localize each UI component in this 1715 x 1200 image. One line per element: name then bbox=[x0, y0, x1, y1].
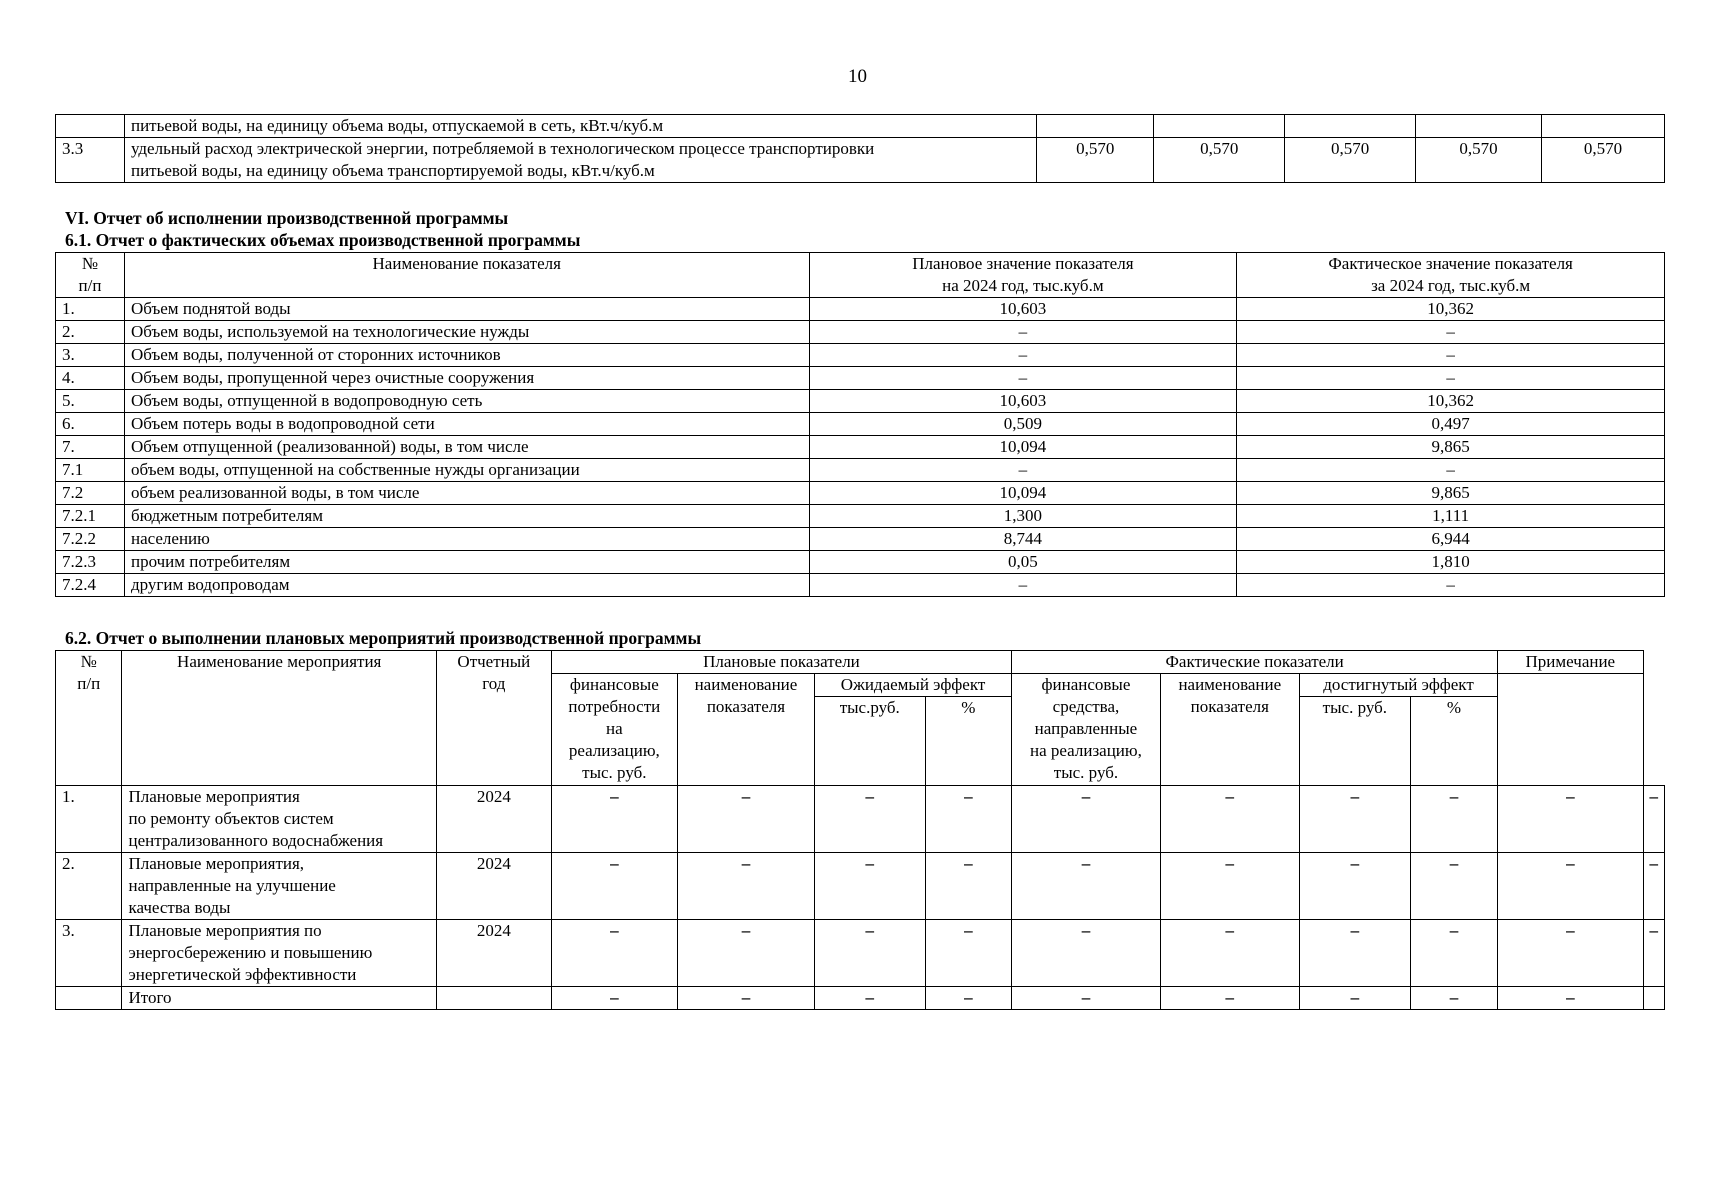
event-name-line: Плановые мероприятия по bbox=[128, 921, 322, 940]
indicator-name: объем реализованной воды, в том числе bbox=[124, 482, 809, 505]
header-fact-line: за 2024 год, тыс.куб.м bbox=[1371, 276, 1531, 295]
value-cell: – bbox=[925, 786, 1012, 853]
table-row bbox=[56, 321, 1665, 344]
table-row bbox=[56, 436, 1665, 459]
header-num bbox=[56, 651, 122, 786]
report-year: 2024 bbox=[436, 786, 551, 853]
row-number bbox=[56, 987, 122, 1010]
header-line: наименование bbox=[694, 675, 798, 694]
header-plan-ind bbox=[677, 674, 814, 786]
value-cell bbox=[1542, 115, 1665, 138]
event-name-line: централизованного водоснабжения bbox=[128, 831, 384, 850]
value-cell: – bbox=[1410, 853, 1497, 920]
header-num-line: п/п bbox=[77, 674, 101, 693]
row-number: 7.2 bbox=[56, 482, 125, 505]
value-cell: – bbox=[677, 987, 814, 1010]
table-header-row bbox=[56, 253, 1665, 298]
value-cell: – bbox=[815, 853, 926, 920]
value-cell: – bbox=[1410, 920, 1497, 987]
table-row bbox=[56, 344, 1665, 367]
plan-value: 0,05 bbox=[809, 551, 1237, 574]
report-year: 2024 bbox=[436, 920, 551, 987]
total-label: Итого bbox=[122, 987, 436, 1010]
value-cell: – bbox=[1410, 987, 1497, 1010]
table-row bbox=[56, 459, 1665, 482]
event-name-line: направленные на улучшение bbox=[128, 876, 336, 895]
event-name bbox=[122, 920, 436, 987]
fact-value: – bbox=[1237, 344, 1665, 367]
value-cell: – bbox=[1410, 786, 1497, 853]
table-row bbox=[56, 413, 1665, 436]
indicator-name: Объем воды, отпущенной в водопроводную сеть bbox=[124, 390, 809, 413]
event-name-line: энергосбережению и повышению bbox=[128, 943, 373, 962]
fact-value: 0,497 bbox=[1237, 413, 1665, 436]
value-cell: – bbox=[1160, 786, 1299, 853]
header-fact-effect: достигнутый эффект bbox=[1299, 674, 1497, 697]
indicator-name: населению bbox=[124, 528, 809, 551]
header-line: показателя bbox=[706, 697, 786, 716]
plan-value: – bbox=[809, 321, 1237, 344]
table-row bbox=[56, 115, 1665, 138]
row-number: 2. bbox=[56, 853, 122, 920]
value-cell: – bbox=[1012, 786, 1161, 853]
report-year: 2024 bbox=[436, 853, 551, 920]
row-number: 7.1 bbox=[56, 459, 125, 482]
value-cell: – bbox=[925, 987, 1012, 1010]
table-row bbox=[56, 138, 1665, 183]
volumes-table bbox=[55, 252, 1665, 597]
page-number: 10 bbox=[848, 66, 867, 87]
value-cell: – bbox=[677, 920, 814, 987]
row-number: 4. bbox=[56, 367, 125, 390]
value-cell: – bbox=[1498, 786, 1643, 853]
subsection-2-title: 6.2. Отчет о выполнении плановых мероприятий производственной программы bbox=[65, 628, 702, 648]
fact-value: 9,865 bbox=[1237, 482, 1665, 505]
section-title: VI. Отчет об исполнении производственной программы bbox=[65, 208, 509, 228]
top-continuation-table bbox=[55, 114, 1665, 183]
value-cell: – bbox=[1160, 987, 1299, 1010]
value-cell bbox=[1037, 115, 1154, 138]
table-row bbox=[56, 528, 1665, 551]
value-cell: – bbox=[677, 786, 814, 853]
table-row bbox=[56, 505, 1665, 528]
value-cell: – bbox=[1160, 920, 1299, 987]
row-number bbox=[56, 115, 125, 138]
note-cell: – bbox=[1643, 920, 1665, 987]
table-row bbox=[56, 574, 1665, 597]
fact-value: – bbox=[1237, 321, 1665, 344]
value-cell: – bbox=[1299, 987, 1410, 1010]
header-fact-effect-rub: тыс. руб. bbox=[1299, 697, 1410, 786]
fact-value: 10,362 bbox=[1237, 298, 1665, 321]
plan-value: 8,744 bbox=[809, 528, 1237, 551]
value-cell: 0,570 bbox=[1285, 138, 1416, 183]
header-line: тыс. руб. bbox=[1053, 763, 1119, 782]
table-row bbox=[56, 482, 1665, 505]
header-year-line: год bbox=[482, 674, 506, 693]
value-cell: – bbox=[551, 853, 677, 920]
fact-value: – bbox=[1237, 367, 1665, 390]
indicator-name: бюджетным потребителям bbox=[124, 505, 809, 528]
value-cell: – bbox=[815, 786, 926, 853]
row-number: 2. bbox=[56, 321, 125, 344]
header-fact-effect-pct: % bbox=[1410, 697, 1497, 786]
value-cell: – bbox=[551, 786, 677, 853]
header-note-empty bbox=[1498, 674, 1643, 786]
event-name-line: Плановые мероприятия bbox=[128, 787, 300, 806]
indicator-name: Объем воды, полученной от сторонних источников bbox=[124, 344, 809, 367]
value-cell: – bbox=[1012, 987, 1161, 1010]
events-table bbox=[55, 650, 1665, 1010]
header-fact-line: Фактическое значение показателя bbox=[1328, 254, 1573, 273]
header-fact-ind bbox=[1160, 674, 1299, 786]
table-row bbox=[56, 853, 1665, 920]
event-name-line: Плановые мероприятия, bbox=[128, 854, 305, 873]
header-line: реализацию, bbox=[568, 741, 660, 760]
header-fact-group: Фактические показатели bbox=[1012, 651, 1498, 674]
table-header-row bbox=[56, 651, 1665, 674]
value-cell: 0,570 bbox=[1154, 138, 1285, 183]
header-line: потребности bbox=[568, 697, 661, 716]
header-line: финансовые bbox=[569, 675, 659, 694]
header-plan bbox=[809, 253, 1237, 298]
indicator-name: другим водопроводам bbox=[124, 574, 809, 597]
indicator-name: Объем поднятой воды bbox=[124, 298, 809, 321]
plan-value: 0,509 bbox=[809, 413, 1237, 436]
value-cell: – bbox=[1299, 786, 1410, 853]
header-plan-effect-pct: % bbox=[925, 697, 1012, 786]
event-name-line: по ремонту объектов систем bbox=[128, 809, 334, 828]
row-number: 7.2.2 bbox=[56, 528, 125, 551]
value-cell: – bbox=[1012, 920, 1161, 987]
value-cell: – bbox=[925, 920, 1012, 987]
indicator-name: Объем отпущенной (реализованной) воды, в том числе bbox=[124, 436, 809, 459]
plan-value: – bbox=[809, 367, 1237, 390]
header-name: Наименование мероприятия bbox=[122, 651, 436, 786]
event-name bbox=[122, 853, 436, 920]
value-cell: – bbox=[1299, 920, 1410, 987]
events-table-body bbox=[56, 786, 1665, 1010]
header-plan-line: на 2024 год, тыс.куб.м bbox=[942, 276, 1104, 295]
value-cell: – bbox=[1299, 853, 1410, 920]
header-line: тыс. руб. bbox=[582, 763, 647, 782]
plan-value: – bbox=[809, 459, 1237, 482]
table-row bbox=[56, 551, 1665, 574]
value-cell: 0,570 bbox=[1416, 138, 1542, 183]
plan-value: 10,603 bbox=[809, 390, 1237, 413]
value-cell: – bbox=[1498, 920, 1643, 987]
header-num-line: № bbox=[81, 254, 99, 273]
value-cell: – bbox=[1498, 987, 1643, 1010]
event-name-line: энергетической эффективности bbox=[128, 965, 357, 984]
note-cell: – bbox=[1643, 786, 1665, 853]
row-number: 1. bbox=[56, 298, 125, 321]
row-number: 3. bbox=[56, 920, 122, 987]
row-number: 3.3 bbox=[56, 138, 125, 183]
fact-value: – bbox=[1237, 459, 1665, 482]
note-cell: – bbox=[1643, 853, 1665, 920]
indicator-name-line: питьевой воды, на единицу объема транспортируемой воды, кВт.ч/куб.м bbox=[130, 161, 655, 180]
value-cell bbox=[1416, 115, 1542, 138]
row-number: 7.2.1 bbox=[56, 505, 125, 528]
indicator-name: Объем воды, используемой на технологические нужды bbox=[124, 321, 809, 344]
event-name-line: качества воды bbox=[128, 898, 231, 917]
total-row bbox=[56, 987, 1665, 1010]
header-num bbox=[56, 253, 125, 298]
header-plan-group: Плановые показатели bbox=[551, 651, 1011, 674]
value-cell: – bbox=[815, 987, 926, 1010]
header-year bbox=[436, 651, 551, 786]
row-number: 6. bbox=[56, 413, 125, 436]
row-number: 3. bbox=[56, 344, 125, 367]
table-row bbox=[56, 920, 1665, 987]
row-number: 5. bbox=[56, 390, 125, 413]
header-line: на bbox=[606, 719, 623, 738]
value-cell: – bbox=[1012, 853, 1161, 920]
plan-value: – bbox=[809, 574, 1237, 597]
row-number: 7.2.4 bbox=[56, 574, 125, 597]
note-cell bbox=[1643, 987, 1665, 1010]
plan-value: 10,094 bbox=[809, 436, 1237, 459]
indicator-name: питьевой воды, на единицу объема воды, отпускаемой в сеть, кВт.ч/куб.м bbox=[124, 115, 1036, 138]
value-cell bbox=[1154, 115, 1285, 138]
fact-value: 10,362 bbox=[1237, 390, 1665, 413]
report-year bbox=[436, 987, 551, 1010]
value-cell: – bbox=[925, 853, 1012, 920]
value-cell: 0,570 bbox=[1542, 138, 1665, 183]
header-plan-line: Плановое значение показателя bbox=[912, 254, 1134, 273]
header-plan-fin bbox=[551, 674, 677, 786]
header-num-line: п/п bbox=[78, 276, 102, 295]
fact-value: 1,810 bbox=[1237, 551, 1665, 574]
plan-value: 1,300 bbox=[809, 505, 1237, 528]
table-row bbox=[56, 786, 1665, 853]
table-row bbox=[56, 298, 1665, 321]
table-row bbox=[56, 367, 1665, 390]
plan-value: 10,094 bbox=[809, 482, 1237, 505]
indicator-name bbox=[124, 138, 1036, 183]
indicator-name: прочим потребителям bbox=[124, 551, 809, 574]
header-line: на реализацию, bbox=[1030, 741, 1142, 760]
subsection-1-title: 6.1. Отчет о фактических объемах производственной программы bbox=[65, 230, 581, 250]
fact-value: 9,865 bbox=[1237, 436, 1665, 459]
indicator-name: Объем потерь воды в водопроводной сети bbox=[124, 413, 809, 436]
header-line: финансовые bbox=[1041, 675, 1131, 694]
header-line: направленные bbox=[1034, 719, 1138, 738]
header-note: Примечание bbox=[1498, 651, 1643, 674]
value-cell: – bbox=[1498, 853, 1643, 920]
value-cell: – bbox=[1160, 853, 1299, 920]
fact-value: 6,944 bbox=[1237, 528, 1665, 551]
value-cell: – bbox=[551, 987, 677, 1010]
row-number: 1. bbox=[56, 786, 122, 853]
plan-value: 10,603 bbox=[809, 298, 1237, 321]
plan-value: – bbox=[809, 344, 1237, 367]
row-number: 7. bbox=[56, 436, 125, 459]
header-name: Наименование показателя bbox=[124, 253, 809, 298]
event-name bbox=[122, 786, 436, 853]
header-line: наименование bbox=[1178, 675, 1282, 694]
header-line: показателя bbox=[1190, 697, 1269, 716]
header-plan-effect-rub: тыс.руб. bbox=[815, 697, 926, 786]
value-cell: – bbox=[815, 920, 926, 987]
fact-value: 1,111 bbox=[1237, 505, 1665, 528]
header-fact-fin bbox=[1012, 674, 1161, 786]
indicator-name: объем воды, отпущенной на собственные нужды организации bbox=[124, 459, 809, 482]
table-row bbox=[56, 390, 1665, 413]
value-cell bbox=[1285, 115, 1416, 138]
value-cell: – bbox=[677, 853, 814, 920]
header-line: средства, bbox=[1052, 697, 1120, 716]
indicator-name-line: удельный расход электрической энергии, потребляемой в технологическом процессе транспортировки bbox=[130, 139, 875, 158]
fact-value: – bbox=[1237, 574, 1665, 597]
volumes-table-body bbox=[56, 298, 1665, 597]
value-cell: 0,570 bbox=[1037, 138, 1154, 183]
row-number: 7.2.3 bbox=[56, 551, 125, 574]
header-fact bbox=[1237, 253, 1665, 298]
header-year-line: Отчетный bbox=[457, 652, 531, 671]
header-num-line: № bbox=[80, 652, 97, 671]
header-plan-effect: Ожидаемый эффект bbox=[815, 674, 1012, 697]
value-cell: – bbox=[551, 920, 677, 987]
indicator-name: Объем воды, пропущенной через очистные сооружения bbox=[124, 367, 809, 390]
